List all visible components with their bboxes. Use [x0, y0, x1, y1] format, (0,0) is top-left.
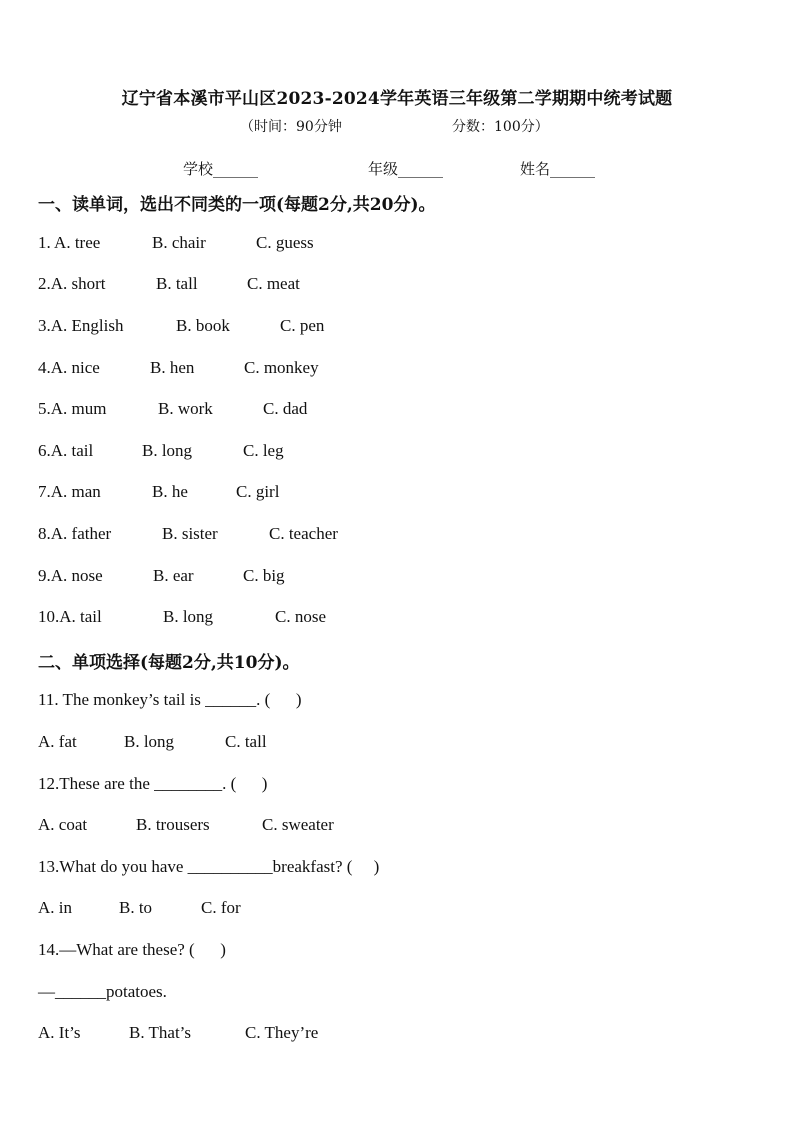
- option-b: B. chair: [152, 233, 206, 252]
- grade-field[interactable]: 年级______: [368, 160, 444, 178]
- option-a: A. It’s: [38, 1023, 81, 1042]
- option-b: B. he: [152, 482, 188, 501]
- school-field[interactable]: 学校______: [183, 160, 259, 178]
- option-a: 1. A. tree: [38, 233, 101, 252]
- question-13-options: [38, 898, 241, 920]
- question-row: [38, 566, 285, 588]
- option-b: B. long: [124, 732, 175, 751]
- question-text: 11. The monkey’s tail is ______. ( ): [38, 690, 302, 709]
- question-row: [38, 441, 284, 463]
- question-text: 12.These are the ________. ( ): [38, 774, 268, 793]
- question-text: 14.—What are these? ( ): [38, 940, 226, 959]
- option-b: B. ear: [153, 566, 194, 585]
- page-title: 辽宁省本溪市平山区2023-2024学年英语三年级第二学期期中统考试题: [121, 89, 673, 109]
- option-c: C. big: [243, 566, 285, 585]
- option-c: C. for: [201, 898, 241, 917]
- option-b: B. sister: [162, 524, 218, 543]
- question-row: [38, 358, 319, 380]
- option-b: B. long: [163, 607, 214, 626]
- question-14-options: [38, 1023, 319, 1045]
- option-a: A. coat: [38, 815, 88, 834]
- option-b: B. trousers: [136, 815, 210, 834]
- option-c: C. sweater: [262, 815, 334, 834]
- question-11-options: [38, 732, 267, 754]
- question-row: [38, 274, 300, 296]
- name-field[interactable]: 姓名______: [520, 160, 596, 178]
- option-c: C. leg: [243, 441, 284, 460]
- option-b: B. That’s: [129, 1023, 192, 1042]
- question-row: [38, 524, 338, 546]
- option-a: 4.A. nice: [38, 358, 100, 377]
- option-a: 3.A. English: [38, 316, 124, 335]
- exam-time: （时间：90分钟: [240, 119, 342, 135]
- question-12-options: [38, 815, 334, 837]
- option-a: 2.A. short: [38, 274, 106, 293]
- question-row: [38, 482, 280, 504]
- question-13: [38, 857, 380, 879]
- option-b: B. book: [176, 316, 230, 335]
- option-a: A. in: [38, 898, 72, 917]
- option-c: C. nose: [275, 607, 326, 626]
- question-text: 13.What do you have __________breakfast? ( ): [38, 857, 380, 876]
- question-11: [38, 690, 302, 712]
- option-c: C. guess: [256, 233, 314, 252]
- question-14-line-2: [38, 982, 167, 1004]
- option-a: 6.A. tail: [38, 441, 94, 460]
- option-c: C. monkey: [244, 358, 319, 377]
- question-row: [38, 316, 325, 338]
- option-a: 10.A. tail: [38, 607, 102, 626]
- option-a: 5.A. mum: [38, 399, 107, 418]
- option-a: 7.A. man: [38, 482, 101, 501]
- option-a: A. fat: [38, 732, 77, 751]
- option-c: C. dad: [263, 399, 308, 418]
- question-row: [38, 233, 314, 255]
- option-b: B. work: [158, 399, 213, 418]
- exam-score: 分数：100分）: [452, 119, 549, 135]
- option-b: B. to: [119, 898, 153, 917]
- question-text: —______potatoes.: [38, 982, 167, 1001]
- question-row: [38, 607, 326, 629]
- option-c: C. teacher: [269, 524, 338, 543]
- option-a: 9.A. nose: [38, 566, 103, 585]
- option-a: 8.A. father: [38, 524, 112, 543]
- section-2-heading: 二、单项选择(每题2分,共10分)。: [38, 653, 300, 673]
- section-1-heading: 一、读单词，选出不同类的一项(每题2分,共20分)。: [38, 195, 436, 215]
- option-b: B. tall: [156, 274, 198, 293]
- option-c: C. tall: [225, 732, 267, 751]
- option-c: C. They’re: [245, 1023, 319, 1042]
- option-c: C. girl: [236, 482, 280, 501]
- question-row: [38, 399, 308, 421]
- option-c: C. meat: [247, 274, 300, 293]
- question-12: [38, 774, 268, 796]
- option-c: C. pen: [280, 316, 325, 335]
- question-14: [38, 940, 226, 962]
- option-b: B. long: [142, 441, 193, 460]
- option-b: B. hen: [150, 358, 195, 377]
